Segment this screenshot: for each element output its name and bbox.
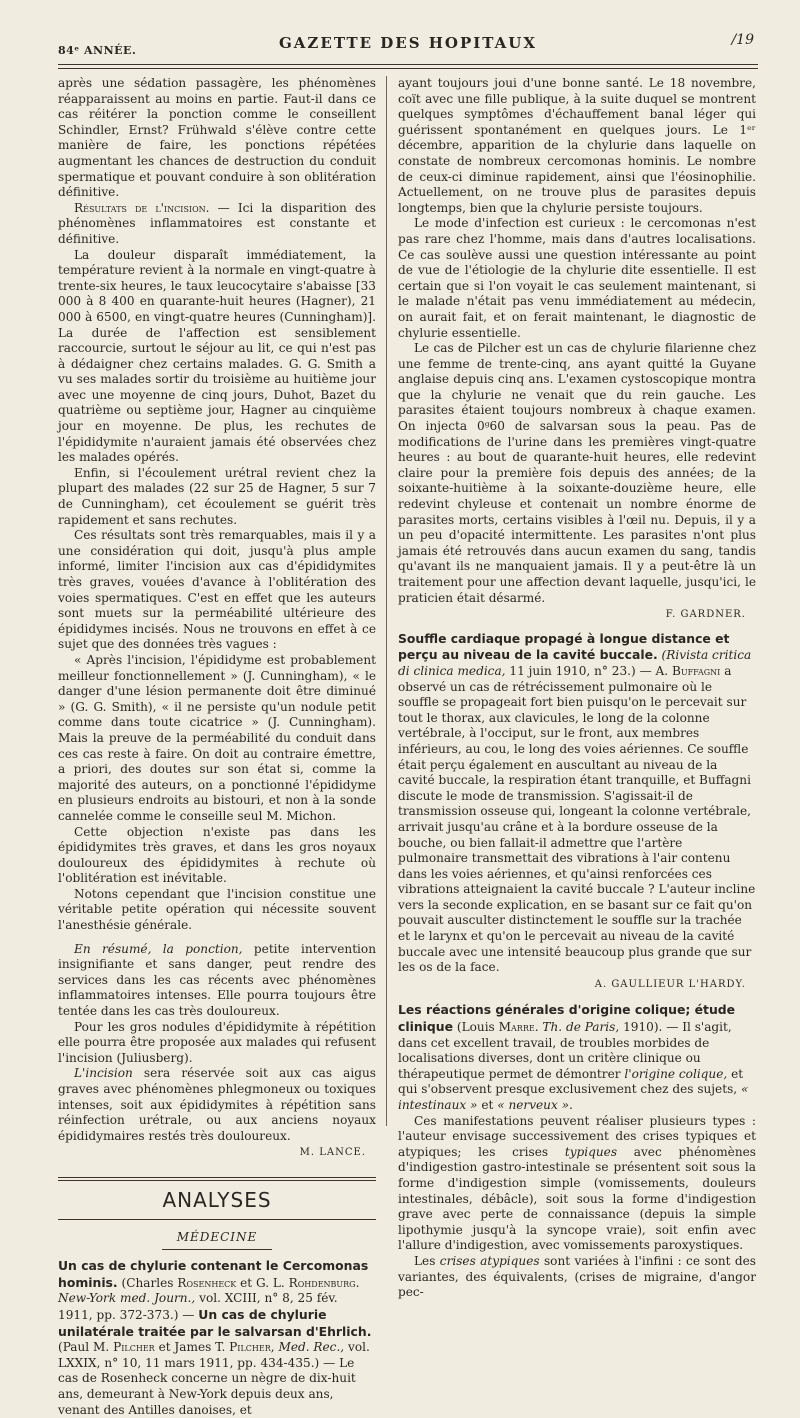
article-header: Souffle cardiaque propagé à longue distance et perçu au niveau de la cavité buccale. (Rivista critica di clinica medica, 11 juin 1910, n° 23.) — A. Buffagni a observé un cas de rétrécissement pulmonaire où le souffle se propageait fort bien puisqu'on le percevait sur tout le thorax, aux clavicules, le long de la colonne vertébrale, à l'occiput, sur le front, aux membres inférieurs, au cou, le long des voies aériennes. Ce souffle était perçu également en auscultant au niveau de la cavité buccale, la respiration étant tranquille, et Buffagni discute le mode de transmission. S'agissait-il de transmission osseuse qui, longeant la colonne vertébrale, arrivait jusqu'au crâne et à la bordure osseuse de la bouche, ou bien fallait-il admettre que l'artère pulmonaire transmettait des vibrations à l'air contenu dans les voies aériennes, et qu'ainsi renforcées ces vibrations atteignaient la cavité buccale ? L'auteur incline vers la seconde explication, en se basant sur ce fait qu'on pouvait ausculter distinctement le souffle sur la trachée et le larynx et qu'on le percevait au niveau de la cavité buccale avec une intensité beaucoup plus grande que sur les os de la face. xyxy=(398,630,756,975)
section-title: ANALYSES xyxy=(162,1187,272,1212)
article-title: Un cas de chylurie contenant le Cercomonas hominis. xyxy=(58,1258,369,1290)
author-signature: M. LANCE. xyxy=(299,1147,366,1159)
paragraph: Le cas de Pilcher est un cas de chylurie filarienne chez une femme de trente-cinq, ans ayant quitté la Guyane anglaise depuis cinq ans. L'examen cystoscopique montra que la chylurie ne venait que du rein gauche. Les parasites étaient toujours nombreux à chaque examen. On injecta 0ᵍ60 de salvarsan sous la peau. Pas de modifications de l'urine dans les premières vingt-quatre heures : au bout de quarante-huit heures, elle redevint claire pour la première fois depuis des années; de la soixante-huitième à la soixante-douzième heure, elle redevint chyleuse et contenait un nombre énorme de parasites morts, certains visibles à l'œil nu. Depuis, il y a un peu d'opacité intermittente. Les parasites n'ont plus jamais été retrouvés dans aucun examen du sang, tandis qu'avant ils ne manquaient jamais. Il y a peut-être là un traitement pour une affection devant laquelle, jusqu'ici, le praticien était désarmé. xyxy=(398,341,756,605)
article-title: Les réactions générales d'origine colique; étude clinique xyxy=(398,1002,736,1035)
paragraph: Résultats de l'incision. — Ici la disparition des phénomènes inflammatoires est constante et définitive. xyxy=(58,200,376,246)
paragraph: Ces manifestations peuvent réaliser plusieurs types : l'auteur envisage successivement des crises typiques et atypiques; les crises typiques avec phénomènes d'indigestion gastro-intestinale se présentent soit sous la forme d'indigestion simple (vomissements, douleurs intestinales, débâcle), soit sous la forme d'indigestion grave avec perte de connaissance (depuis la simple lipothymie jusqu'à la syncope vraie), soit enfin avec l'allure d'indigestion, avec vomissements paroxystiques. xyxy=(398,1113,756,1253)
header-rule xyxy=(58,64,758,65)
section-rule-thin xyxy=(58,1180,376,1181)
paragraph: Pour les gros nodules d'épididymite à répétition elle pourra être proposée aux malades qui refusent l'incision (Juliusberg). xyxy=(58,1019,376,1065)
italic-phrase: En résumé, la ponction, xyxy=(74,941,243,956)
paragraph: Ces résultats sont très remarquables, mais il y a une considération qui doit, jusqu'à plus ample informé, limiter l'incision aux cas d'épididymites très graves, vouées d'avance à l'oblitération des voies spermatiques. C'est en effet que les auteurs sont muets sur la perméabilité ultérieure des épididymes incisés. Nous ne trouvons en effet à ce sujet que des données très vagues : xyxy=(58,528,376,652)
header-rule-thin xyxy=(58,68,758,69)
header-year: 84ᵉ ANNÉE. xyxy=(58,44,137,57)
paragraph: En résumé, la ponction, petite intervention insignifiante et sans danger, peut rendre des services dans les cas récents avec phénomènes inflammatoires intenses. Elle pourra toujours être tentée dans les cas très douloureux. xyxy=(58,941,376,1019)
paragraph: Notons cependant que l'incision constitue une véritable petite opération qui nécessite souvent l'anesthésie générale. xyxy=(58,886,376,933)
article-title: Souffle cardiaque propagé à longue distance et perçu au niveau de la cavité buccale. xyxy=(398,630,730,663)
paragraph: ayant toujours joui d'une bonne santé. Le 18 novembre, coït avec une fille publique, à la suite duquel se montrent quelques symptômes d'échauffement banal léger qui guérissent spontanément en quelques jours. Le 1ᵉʳ décembre, apparition de la chylurie dans laquelle on constate de nombreux cercomonas hominis. Le nombre de ceux-ci diminue rapidement, ainsi que l'éosinophilie. Actuellement, on ne trouve plus de parasites depuis longtemps, bien que la chylurie persiste toujours. xyxy=(398,76,756,215)
subsection-rule xyxy=(162,1249,272,1250)
page-header xyxy=(58,30,758,64)
section-heading: Résultats de l'incision. — xyxy=(74,200,230,215)
paragraph: après une sédation passagère, les phénomènes réapparaissent au moins en partie. Faut-il dans ce cas réitérer la ponction comme le conseillent Schindler, Ernst? Frühwald s'élève contre cette manière de faire, les ponctions répétées augmentant les chances de destruction du conduit spermatique et pouvant conduire à son oblitération définitive. xyxy=(58,76,376,200)
author-signature: F. GARDNER. xyxy=(665,609,746,621)
right-column xyxy=(398,76,756,1301)
paragraph: L'incision sera réservée soit aux cas aigus graves avec phénomènes phlegmoneux ou toxiques intenses, soit aux épididymites à répétition sans réinfection urétrale, ou aux anciens noyaux épididymaires restés très douloureux. xyxy=(58,1066,376,1143)
article-body: a observé un cas de rétrécissement pulmonaire où le souffle se propageait fort bien puisqu'on le percevait sur tout le thorax, aux clavicules, le long de la colonne vertébrale, à l'occiput, sur le front, aux membres inférieurs, au cou, le long des voies aériennes. Ce souffle était perçu également en auscultant au niveau de la cavité buccale, la respiration étant tranquille, et Buffagni discute le mode de transmission. S'agissait-il de transmission osseuse qui, longeant la colonne vertébrale, arrivait jusqu'au crâne et à la bordure osseuse de la bouche, ou bien fallait-il admettre que l'artère pulmonaire transmettait des vibrations à l'air contenu dans les voies aériennes, et qu'ainsi renforcées ces vibrations atteignaient la cavité buccale ? L'auteur incline vers la seconde explication, en se basant sur ce fait qu'on pouvait ausculter distinctement le souffle sur la trachée et le larynx et qu'on le percevait au niveau de la cavité buccale avec une intensité beaucoup plus grande que sur les os de la face. xyxy=(398,663,756,975)
paragraph: Cette objection n'existe pas dans les épididymites très graves, et dans les gros noyaux douloureux des épididymites à rechute où l'oblitération est inévitable. xyxy=(58,824,376,886)
article-body: Le cas de Rosenheck concerne un nègre de dix-huit ans, demeurant à New-York depuis deux ans, venant des Antilles danoises, et xyxy=(58,1355,356,1417)
subsection-title: MÉDECINE xyxy=(176,1229,258,1244)
header-page-number: /19 xyxy=(731,32,754,48)
column-divider xyxy=(386,76,387,1126)
italic-phrase: L'incision xyxy=(74,1066,133,1081)
paragraph: « Après l'incision, l'épididyme est probablement meilleur fonctionnellement » (J. Cunningham), « le danger d'une lésion permanente doit être diminué » (G. G. Smith), « il ne persiste qu'un nodule petit comme dans toute cicatrice » (J. Cunningham). Mais la preuve de la perméabilité du conduit dans ces cas reste à faire. On doit au contraire émettre, a priori, des doutes sur son état si, comme la majorité des auteurs, on a ponctionné l'épididyme en plusieurs endroits au bistouri, et non à la sonde cannelée comme le conseille seul M. Michon. xyxy=(58,652,376,823)
paragraph: Le mode d'infection est curieux : le cercomonas n'est pas rare chez l'homme, mais dans d'autres localisations. Ce cas soulève aussi une question intéressante au point de vue de l'étiologie de la chylurie dite essentielle. Il est certain que si l'on voyait le cas seulement maintenant, si le malade n'était pas venu immédiatement au médecin, on aurait fait, et on ferait maintenant, le diagnostic de chylurie essentielle. xyxy=(398,216,756,340)
left-column xyxy=(58,76,376,1418)
paragraph: La douleur disparaît immédiatement, la température revient à la normale en vingt-quatre à trente-six heures, le taux leucocytaire s'abaisse [33 000 à 8 400 en quarante-huit heures (Hagner), 21 000 à 6500, en vingt-quatre heures (Cunningham)]. La durée de l'affection est sensiblement raccourcie, surtout le séjour au lit, ce qui n'est pas à dédaigner chez certains malades. G. G. Smith a vu ses malades sortir du troisième au huitième jour avec une moyenne de cinq jours, Duhot, Bazet du quatrième ou septième jour, Hagner au cinquième jour en moyenne. De plus, les rechutes de l'épididymite n'auraient jamais été observées chez les malades opérés. xyxy=(58,247,376,465)
article-header: Un cas de chylurie contenant le Cercomonas hominis. (Charles Rosenheck et G. L. Rohdenburg. New-York med. Journ., vol. XCIII, n° 8, 25 fév. 1911, pp. 372-373.) — Un cas de chylurie unilatérale traitée par le salvarsan d'Ehrlich. (Paul M. Pilcher et James T. Pilcher, Med. Rec., vol. LXXIX, n° 10, 11 mars 1911, pp. 434-435.) — Le cas de Rosenheck concerne un nègre de dix-huit ans, demeurant à New-York depuis deux ans, venant des Antilles danoises, et xyxy=(58,1258,372,1417)
paragraph: Enfin, si l'écoulement urétral revient chez la plupart des malades (22 sur 25 de Hagner, 5 sur 7 de Cunningham), cet écoulement se guérit très rapidement et sans rechutes. xyxy=(58,465,376,527)
article-header: Les réactions générales d'origine colique; étude clinique (Louis Marre. Th. de Paris, 1910). — Il s'agit, dans cet excellent travail, de troubles morbides de localisations diverses, dont un critère clinique ou thérapeutique permet de démontrer l'origine colique, et qui s'observent presque exclusivement chez des sujets, « intestinaux » et « nerveux ». xyxy=(398,1002,749,1112)
section-rule xyxy=(58,1177,376,1178)
header-title: GAZETTE DES HOPITAUX xyxy=(278,34,537,52)
article-title: Un cas de chylurie unilatérale traitée par le salvarsan d'Ehrlich. xyxy=(58,1306,372,1339)
section-rule-thin xyxy=(58,1219,376,1220)
paragraph: Les crises atypiques sont variées à l'infini : ce sont des variantes, des équivalents, (crises de migraine, d'angor pec- xyxy=(398,1253,756,1300)
author-signature: A. GAULLIEUR L'HARDY. xyxy=(594,978,746,990)
